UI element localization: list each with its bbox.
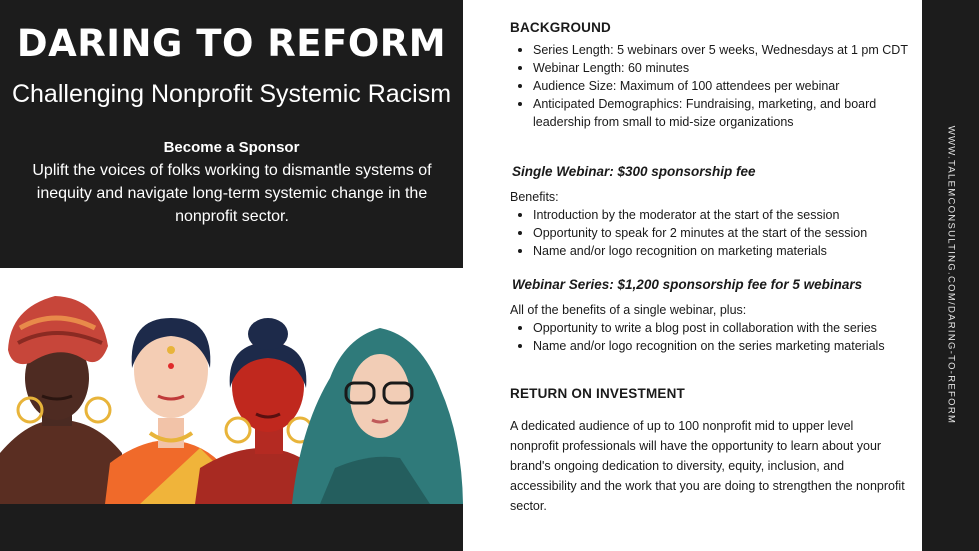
list-item: Introduction by the moderator at the start of the session [510,206,915,224]
list-item: Name and/or logo recognition on marketing materials [510,242,915,260]
women-illustration [0,268,463,504]
series-benefits-list [510,319,915,355]
background-list [510,41,915,131]
single-benefits-list [510,206,915,260]
website-url[interactable]: WWW.TALEMCONSULTING.COM/DARING-TO-REFORM [945,125,957,425]
list-item: Name and/or logo recognition on the series marketing materials [510,337,915,355]
roi-heading: RETURN ON INVESTMENT [510,386,686,401]
details-column [497,0,922,551]
series-heading: Webinar Series: $1,200 sponsorship fee for 5 webinars [512,277,863,292]
list-item: Series Length: 5 webinars over 5 weeks, Wednesdays at 1 pm CDT [510,41,915,59]
sponsor-description: Uplift the voices of folks working to dismantle systems of inequity and navigate long-term systemic change in the nonprofit sector. [32,162,432,225]
woman-headwrap-figure [0,296,122,504]
footer-bar [0,504,463,551]
page-title: DARING TO REFORM [16,22,447,65]
list-item: Anticipated Demographics: Fundraising, marketing, and board leadership from small to mid-size organizations [510,95,915,131]
roi-description: A dedicated audience of up to 100 nonprofit mid to upper level nonprofit professionals will have the opportunity to learn about your brand's ongoing dedication to diversity, equity, inclusion, and accessibility and the work that you are doing to strengthen the nonprofit sector. [510,419,905,513]
sponsor-heading: Become a Sponsor [163,139,300,156]
series-benefits-intro: All of the benefits of a single webinar, plus: [510,303,747,317]
hero-panel [0,0,463,268]
list-item: Opportunity to write a blog post in collaboration with the series [510,319,915,337]
woman-hijab-figure [292,328,463,504]
women-portraits-illustration-icon [0,268,463,504]
background-heading: BACKGROUND [510,20,611,35]
list-item: Audience Size: Maximum of 100 attendees per webinar [510,77,915,95]
single-webinar-heading: Single Webinar: $300 sponsorship fee [512,164,756,179]
single-benefits-intro: Benefits: [510,190,559,204]
list-item: Opportunity to speak for 2 minutes at the start of the session [510,224,915,242]
list-item: Webinar Length: 60 minutes [510,59,915,77]
page-subtitle: Challenging Nonprofit Systemic Racism [11,80,452,108]
